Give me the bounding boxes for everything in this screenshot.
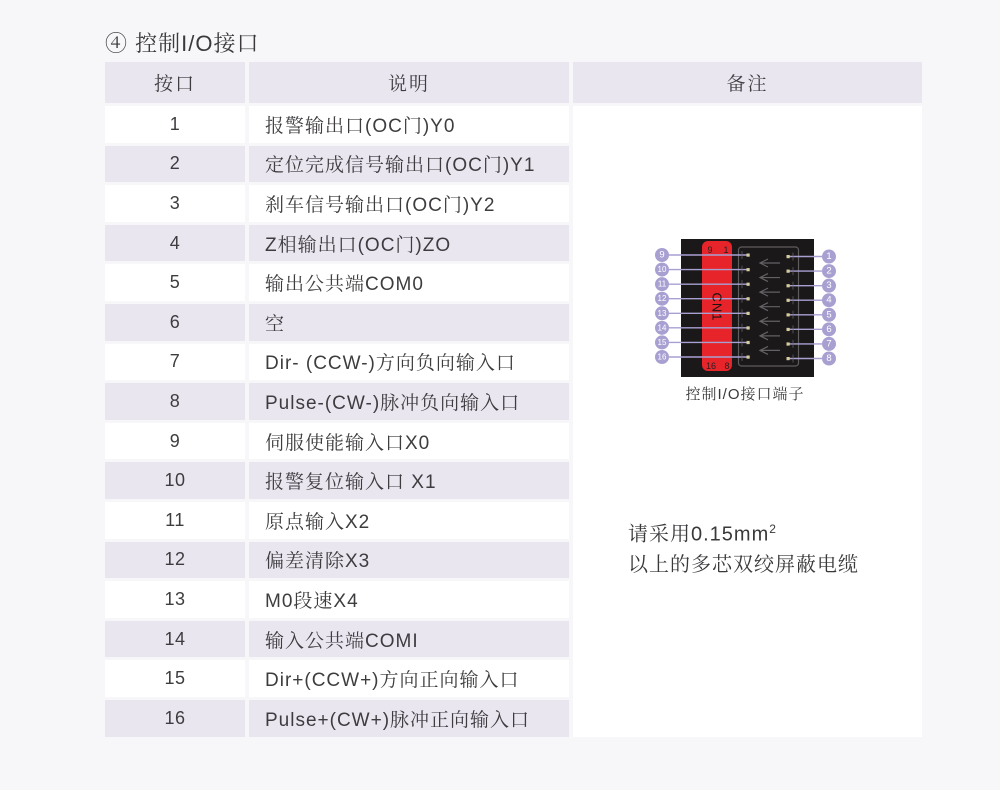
- left-pin-number: 11: [657, 279, 667, 289]
- port-cell: 5: [105, 264, 245, 301]
- connector-corner-label: 1: [723, 245, 729, 255]
- description-cell: 定位完成信号输出口(OC门)Y1: [249, 146, 569, 183]
- connector-corner-label: 8: [724, 361, 730, 371]
- port-cell: 12: [105, 542, 245, 579]
- description-cell: Z相输出口(OC门)ZO: [249, 225, 569, 262]
- cable-note-superscript: 2: [769, 522, 777, 536]
- left-pin-dot: [747, 254, 750, 257]
- port-cell: 15: [105, 660, 245, 697]
- left-pin-number: 13: [657, 308, 667, 318]
- left-pin-number: 16: [657, 352, 667, 362]
- remark-column: [573, 62, 922, 737]
- port-cell: 7: [105, 344, 245, 381]
- description-cell: Dir- (CCW-)方向负向输入口: [249, 344, 569, 381]
- column-header-remark: 备注: [573, 62, 922, 103]
- left-pin-dot: [747, 355, 750, 358]
- port-cell: 4: [105, 225, 245, 262]
- connector-diagram: [640, 232, 850, 382]
- port-cell: 16: [105, 700, 245, 737]
- connector-caption: 控制I/O接口端子: [685, 386, 805, 403]
- cable-note-line2: 以上的多芯双绞屏蔽电缆: [628, 553, 859, 576]
- left-pin-dot: [747, 297, 750, 300]
- right-pin-dot: [787, 255, 790, 258]
- right-pin-number: 4: [826, 294, 832, 306]
- cable-note-line1: [628, 514, 859, 550]
- remark-cell: [573, 106, 922, 737]
- description-cell: M0段速X4: [249, 581, 569, 618]
- column-header-description: 说明: [249, 62, 569, 103]
- port-cell: 6: [105, 304, 245, 341]
- port-cell: 10: [105, 462, 245, 499]
- port-cell: 11: [105, 502, 245, 539]
- left-pin-number: 14: [657, 323, 667, 333]
- description-cell: 原点输入X2: [249, 502, 569, 539]
- left-pin-number: 9: [659, 249, 665, 261]
- right-pin-dot: [787, 313, 790, 316]
- left-pin-dot: [747, 283, 750, 286]
- cable-note: [628, 514, 859, 580]
- left-pin-number: 10: [657, 265, 667, 275]
- connector-corner-label: 16: [705, 361, 717, 371]
- right-pin-number: 3: [826, 280, 832, 292]
- description-cell: 刹车信号输出口(OC门)Y2: [249, 185, 569, 222]
- port-cell: 8: [105, 383, 245, 420]
- right-pin-dot: [787, 328, 790, 331]
- description-cell: Pulse+(CW+)脉冲正向输入口: [249, 700, 569, 737]
- io-table-grid: [105, 62, 569, 737]
- description-cell: 报警输出口(OC门)Y0: [249, 106, 569, 143]
- connector-corner-label: 9: [707, 245, 713, 255]
- right-pin-number: 5: [826, 309, 832, 321]
- description-cell: 伺服使能输入口X0: [249, 423, 569, 460]
- description-cell: 偏差清除X3: [249, 542, 569, 579]
- right-pin-dot: [787, 299, 790, 302]
- right-pin-dot: [787, 270, 790, 273]
- port-cell: 2: [105, 146, 245, 183]
- description-cell: 输入公共端COMI: [249, 621, 569, 658]
- right-pin-number: 6: [826, 323, 832, 335]
- description-cell: Pulse-(CW-)脉冲负向输入口: [249, 383, 569, 420]
- right-pin-dot: [787, 357, 790, 360]
- right-pin-number: 8: [826, 352, 832, 364]
- right-pin-number: 2: [826, 265, 832, 277]
- description-cell: Dir+(CCW+)方向正向输入口: [249, 660, 569, 697]
- cable-note-line1-text: 请采用0.15mm: [628, 523, 770, 546]
- left-pin-dot: [747, 326, 750, 329]
- port-cell: 3: [105, 185, 245, 222]
- port-cell: 14: [105, 621, 245, 658]
- left-pin-dot: [747, 268, 750, 271]
- left-pin-dot: [747, 341, 750, 344]
- description-cell: 空: [249, 304, 569, 341]
- left-pin-dot: [747, 312, 750, 315]
- right-pin-dot: [787, 342, 790, 345]
- port-cell: 13: [105, 581, 245, 618]
- description-cell: 报警复位输入口 X1: [249, 462, 569, 499]
- port-cell: 1: [105, 106, 245, 143]
- page-title: ④ 控制I/O接口: [105, 31, 260, 56]
- io-table: [105, 62, 922, 737]
- port-cell: 9: [105, 423, 245, 460]
- connector-label: CN1: [709, 292, 725, 322]
- right-pin-number: 7: [826, 338, 832, 350]
- left-pin-number: 15: [657, 337, 667, 347]
- right-pin-dot: [787, 284, 790, 287]
- right-pin-number: 1: [826, 251, 832, 262]
- left-pin-number: 12: [657, 294, 667, 304]
- column-header-port: 按口: [105, 62, 245, 103]
- description-cell: 输出公共端COM0: [249, 264, 569, 301]
